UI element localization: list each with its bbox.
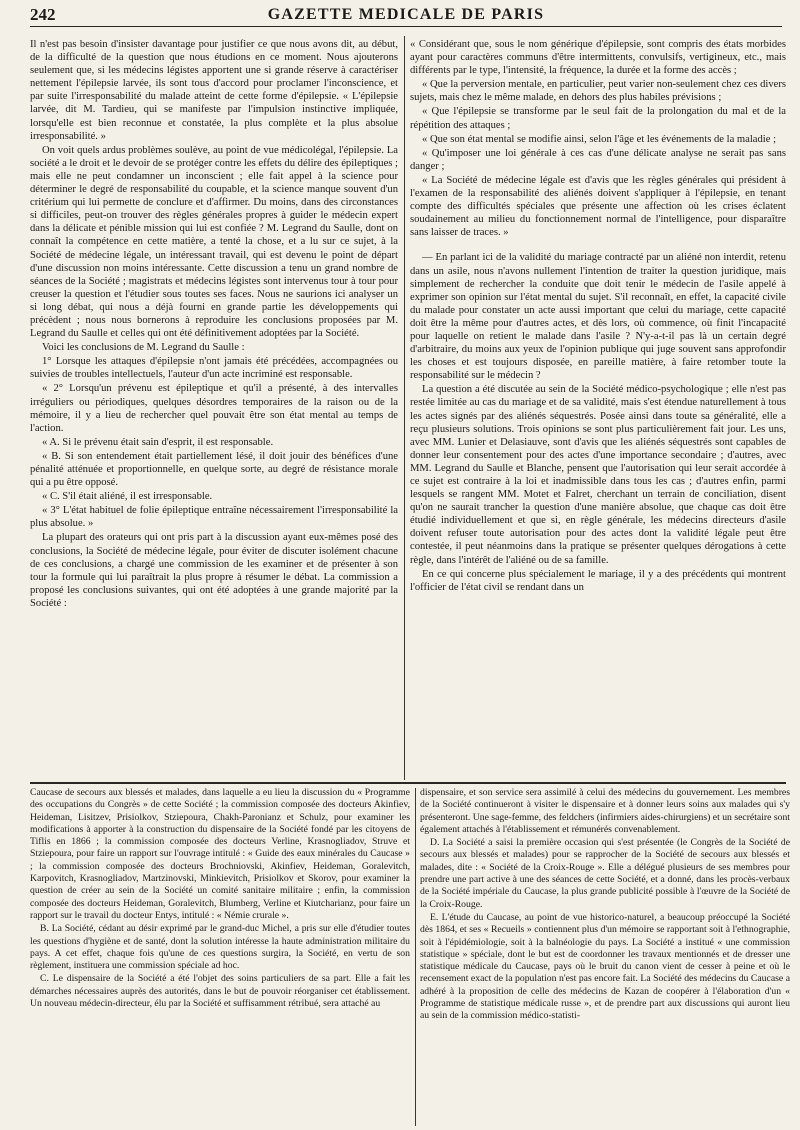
paragraph: « Considérant que, sous le nom générique d'épilepsie, sont compris des états morbides ayant pour caractères communs d'être intermittents, convulsifs, vertigineux, etc., mais différents par le type, l'intensité, la fréquence, la durée et la forme des accès ; bbox=[410, 39, 786, 77]
paragraph: — En parlant ici de la validité du mariage contracté par un aliéné non interdit, retenu dans un asile, nous n'avons nullement l'intention de traiter la question juridique, mais simplement de rechercher la conduite que doit tenir le médecin de l'asile appelé à exprimer son opinion sur l'état mental du sujet. S'il reconnaît, en effet, la capacité civile du malade pour constater un acte aussi important que celui du mariage, cette capacité doit être la même pour d'autres actes, et dès lors, où commence, où finit l'incapacité pour laquelle on retient le malade dans l'asile ? N'y-a-t-il pas là un certain degré d'arbitraire, du moins aux yeux de l'opinion publique qui juge souvent sans approfondir les choses et est toujours disposée, en pareille matière, à faire retomber toute la responsabilité sur le médecin ? bbox=[410, 252, 786, 382]
paragraph: « Que la perversion mentale, en particulier, peut varier non-seulement chez ces divers sujets, mais chez le même malade, en dehors des plus habiles prévisions ; bbox=[410, 79, 786, 104]
footnote-paragraph: E. L'étude du Caucase, au point de vue historico-naturel, a beaucoup préoccupé la Société dès 1864, et ses « Recueils » contiennent plus d'un mémoire se rapportant soit à l'ethnographie, soit à l'épidémiologie, soit à la balnéologie du pays. La Société a institué « une commission statistique » spéciale, dont le but est de coordonner les travaux mentionnés et de dresser une statistique médicale du Caucase, pays où le bruit du canon vient de cesser à peine et où le recensement exact de la population n'est pas encore fait. La Société des médecins du Caucase a adhéré à la proposition de celle des médecins de Kazan de coopérer à l'élaboration d'un « Programme de statistique médicale russe », et de prendre part aux discussions qui auront lieu au sein de la commission médico-statisti- bbox=[420, 911, 790, 1022]
footnote-right-column bbox=[420, 787, 790, 1127]
paragraph: La plupart des orateurs qui ont pris part à la discussion ayant eux-mêmes posé des conclusions, la Société de médecine légale, pour éviter de discuter isolément chacune de ces conclusions, a chargé une commission de les examiner et de présenter à son tour la formule qui lui paraîtrait la plus propre à résumer le débat. La commission a proposé les conclusions suivantes, qui ont été adoptées à une grande majorité par la Société : bbox=[30, 532, 398, 609]
paragraph: En ce qui concerne plus spécialement le mariage, il y a des précédents qui montrent l'officier de l'état civil se rendant dans un bbox=[410, 568, 786, 593]
journal-title: GAZETTE MEDICALE DE PARIS bbox=[267, 6, 545, 23]
paragraph: 1° Lorsque les attaques d'épilepsie n'ont jamais été précédées, accompagnées ou suivies de troubles intellectuels, l'auteur d'un acte incriminé est responsable. bbox=[30, 356, 398, 381]
footnote-paragraph: C. Le dispensaire de la Société a été l'objet des soins particuliers de sa part. Elle a fait les démarches nécessaires auprès des autorités, dans le but de pouvoir réorganiser cet établissement. Un nouveau médecin-directeur, élu par la Société et suffisamment rétribué, sera attaché au bbox=[30, 973, 410, 1010]
page-number: 242 bbox=[30, 5, 56, 24]
footnote-paragraph: B. La Société, cédant au désir exprimé par le grand-duc Michel, a pris sur elle d'étudier toutes les questions d'hygiène et de santé, dont la solution intéresse la haute administration militaire du pays. A cet effet, chaque fois qu'une de ces questions surgira, la Société, en vertu de son règlement, instituera une commission spéciale ad hoc. bbox=[30, 923, 410, 972]
footnote-left-column bbox=[30, 787, 410, 1127]
left-column bbox=[30, 38, 398, 778]
footnote-paragraph: dispensaire, et son service sera assimilé à celui des médecins du gouvernement. Les membres de la Société continueront à visiter le dispensaire et à donner leurs soins aux malades qui s'y présenteront. Une sage-femme, des feldchers (infirmiers aides-chirurgiens) et un secrétaire sont également attachés à l'établissement et rémunérés convenablement. bbox=[420, 787, 790, 835]
footnote-column-divider bbox=[415, 788, 416, 1126]
paragraph: « Que son état mental se modifie ainsi, selon l'âge et les événements de la maladie ; bbox=[422, 133, 777, 145]
paragraph: « 3° L'état habituel de folie épileptique entraîne nécessairement l'irresponsabilité la plus absolue. » bbox=[30, 505, 398, 530]
paragraph: La question a été discutée au sein de la Société médico-psychologique ; elle n'est pas restée limitée au cas du mariage et de sa validité, mais s'est étendue naturellement à tous les actes signés par des aliénés séquestrés. Posée ainsi dans toute sa généralité, elle a reçu plusieurs solutions. Trois opinions se sont plus particulièrement fait jour. Les uns, avec MM. Lunier et Delasiauve, sont d'avis que les aliénés séquestrés sont capables de donner leur consentement pour des actes d'une importance secondaire ; d'autres, avec MM. Legrand du Saulle et Blanche, pensent que l'autorisation qui leur serait accordée à ce sujet est contraire à la loi et inadmissible dans tous les cas ; d'autres enfin, parmi lesquels se rangent MM. Motet et Falret, cherchant un terrain de conciliation, disent qu'on ne saurait trancher la question d'une manière absolue, que chaque cas doit être étudié individuellement et que si, en règle générale, les médecins directeurs d'asile doivent refuser toute autorisation pour des actes dont la validité légale peut être contestée, il peut néanmoins dans la pratique se présenter quelques dérogations à cette règle, dans l'intérêt de l'aliéné ou de sa famille. bbox=[410, 384, 786, 566]
paragraph: « 2° Lorsqu'un prévenu est épileptique et qu'il a présenté, à des intervalles irréguliers ou périodiques, quelques désordres temporaires de la raison ou de la mémoire, il y a lieu de rechercher quel pouvait être son état mental au temps de l'action. bbox=[30, 383, 398, 434]
column-divider bbox=[404, 36, 405, 780]
paragraph: « Qu'imposer une loi générale à ces cas d'une délicate analyse ne serait pas sans danger ; bbox=[410, 147, 786, 172]
paragraph: « Que l'épilepsie se transforme par le seul fait de la prolongation du mal et de la répétition des attaques ; bbox=[410, 106, 786, 131]
paragraph: On voit quels ardus problèmes soulève, au point de vue médicolégal, l'épilepsie. La société a le droit et le devoir de se protéger contre les effets du délire des épileptiques ; mais elle ne peut condamner un inconscient ; elle fait appel à la science pour déterminer le degré de responsabilité du coupable, et la science manque souvent d'un critérium qui lui permette de conclure et d'affirmer. Du moins, dans des circonstances si difficiles, peut-on trouver des règles générales propres à guider le médecin expert dans la délicate et pénible mission qui lui est confiée ? M. Legrand du Saulle, dont on connaît la compétence en cette matière, a tenté la chose, et a lu sur ce sujet, à la Société de médecine légale, un intéressant travail, qui est devenu le point de départ d'une discussion non moins intéressante. Cette discussion a tenu un grand nombre de séances de la Société ; magistrats et médecins légistes sont intervenus tour à tour pour creuser la question et l'étudier sous toutes ses faces. Nous ne saurions ici analyser un si long débat, qui nous a déjà fourni en grande partie les développements qui précèdent ; nous nous bornerons à reproduire les conclusions proposées par M. Legrand du Saulle et celles qui ont été définitivement adoptées par la Société. bbox=[30, 144, 398, 340]
paragraph: « A. Si le prévenu était sain d'esprit, il est responsable. bbox=[42, 436, 274, 448]
paragraph: « La Société de médecine légale est d'avis que les règles générales qui président à l'examen de la responsabilité des aliénés doivent s'appliquer à l'épilepsie, en tenant compte des difficultés spéciales que présente une affection où les crises éclatent soudainement au milieu du fonctionnement normal de l'intelligence, pour disparaître sans laisser de traces. » bbox=[410, 174, 786, 239]
footnote-paragraph: Caucase de secours aux blessés et malades, dans laquelle a eu lieu la discussion du « Programme des occupations du Congrès » de cette Société ; la commission composée des docteurs Akinfiev, Heideman, Lisitzev, Prisiolkov, Stziepoura, Chakh-Paronianz et Schulz, pour examiner les modifications à apporter à la construction du dispensaire de la Société fondé par les citoyens de Tiflis en 1866 ; la commission composée des docteurs Verline, Krasnogliadov, Struve et Stziepoura, pour faire un rapport sur l'ouvrage intitulé : « Guide des eaux minérales du Caucase » ; la commission composée des docteurs Brochniovski, Akinfiev, Heideman, Goralevitch, Karpovitch, Krasnogliadov, Martzinovski, Minkievitch, Prisiolkov et Skorov, pour examiner la question de créer au sein de la Société un comité sanitaire militaire ; enfin, la commission composée des docteurs Heideman, Goralevitch, Blumberg, Verline et Kiutcharianz, pour faire un rapport sur le travail du docteur Entys, intitulé : « Némie crurale ». bbox=[30, 787, 410, 921]
paragraph: « C. S'il était aliéné, il est irresponsable. bbox=[42, 491, 213, 503]
paragraph: « B. Si son entendement était partiellement lésé, il doit jouir des bénéfices d'une pénalité atténuée et proportionnelle, en quelque sorte, au degré de résistance morale qui a pu être opposé. bbox=[30, 450, 398, 489]
paragraph: Voici les conclusions de M. Legrand du Saulle : bbox=[42, 342, 245, 354]
page-header bbox=[30, 4, 782, 27]
footnote-separator bbox=[30, 782, 786, 784]
footnote-paragraph: D. La Société a saisi la première occasion qui s'est présentée (le Congrès de la Société de secours aux blessés et malades) pour se rapprocher de la Société de secours aux blessés et malades, dite : « Société de la Croix-Rouge ». Elle a délégué plusieurs de ses membres pour prendre une part active à une des séances de cette Société, et a donné, dans les procès-verbaux de la Société impériale du Caucase, la plus grande publicité possible à l'œuvre de la Société de la Croix-Rouge. bbox=[420, 837, 790, 910]
right-column bbox=[410, 38, 786, 778]
paragraph: Il n'est pas besoin d'insister davantage pour justifier ce que nous avons dit, au début, de la difficulté de la question que nous étudions en ce moment. Nous ajouterons seulement que, si les médecins légistes apportent une si grande réserve à caractériser nettement l'épilepsie larvée, ils sont tous d'accord pour proclamer l'inconscience, et par suite l'irresponsabilité du malade atteint de cette forme d'épilepsie. « L'épilepsie larvée, dit M. Tardieu, qui se manifeste par l'impulsion instinctive impliquée, lorsqu'elle est bien reconnue et constatée, la plus complète et la plus absolue irresponsabilité. » bbox=[30, 39, 398, 142]
